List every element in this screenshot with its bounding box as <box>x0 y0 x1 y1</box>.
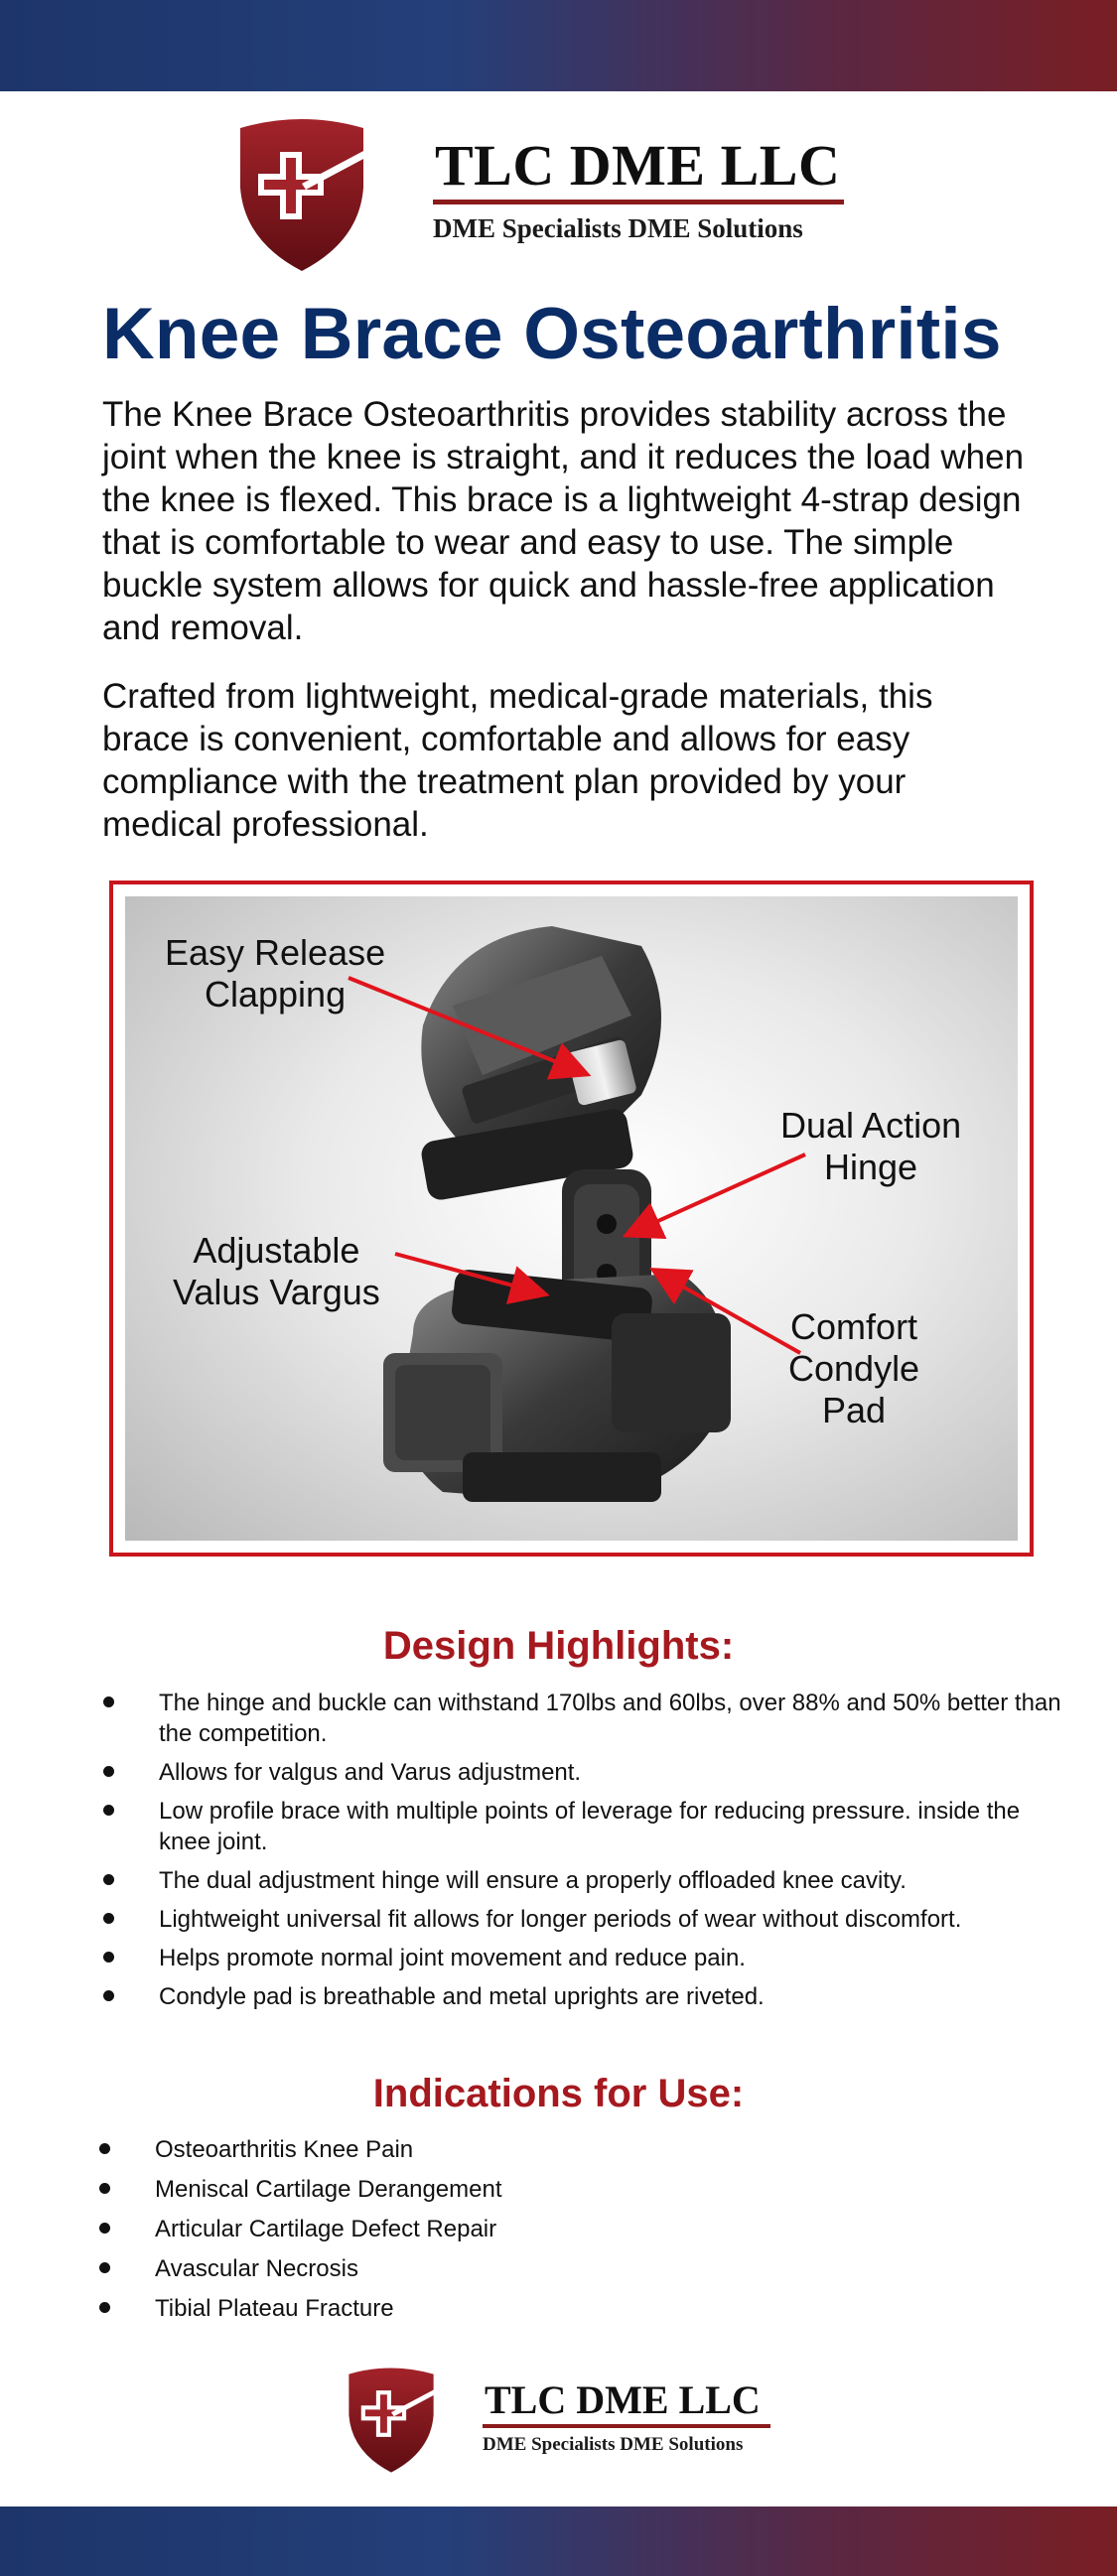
bullet-icon <box>99 2262 110 2273</box>
callout-comfort-condyle-pad: Comfort Condyle Pad <box>788 1306 920 1430</box>
list-item: Meniscal Cartilage Derangement <box>155 2174 949 2205</box>
list-item: Tibial Plateau Fracture <box>155 2293 949 2324</box>
shield-cross-icon <box>236 114 367 273</box>
footer-logo <box>346 2365 802 2479</box>
bullet-icon <box>103 1990 114 2001</box>
list-item: The dual adjustment hinge will ensure a properly offloaded knee cavity. <box>159 1865 1072 1896</box>
list-item: Helps promote normal joint movement and reduce pain. <box>159 1943 1072 1973</box>
brand-tagline: DME Specialists DME Solutions <box>483 2434 744 2455</box>
bullet-icon <box>103 1952 114 1963</box>
list-item: Avascular Necrosis <box>155 2253 949 2284</box>
bullet-icon <box>99 2143 110 2154</box>
callout-dual-action-hinge: Dual Action Hinge <box>780 1105 962 1187</box>
intro-paragraph-2: Crafted from lightweight, medical-grade materials, this brace is convenient, comfortable and allows for easy compliance with the treatment plan provided by your medical professional. <box>102 677 933 844</box>
list-item: The hinge and buckle can withstand 170lbs and 60lbs, over 88% and 50% better than the competition. <box>159 1688 1072 1749</box>
header-logo <box>236 114 872 283</box>
top-color-band <box>0 0 1117 91</box>
bullet-icon <box>103 1874 114 1885</box>
indications-list <box>155 2134 949 2333</box>
bottom-color-band <box>0 2507 1117 2576</box>
page-title: Knee Brace Osteoarthritis <box>102 294 1002 374</box>
bullet-icon <box>99 2183 110 2194</box>
list-item: Allows for valgus and Varus adjustment. <box>159 1757 1072 1788</box>
design-highlights-list <box>159 1688 1072 2020</box>
bullet-icon <box>103 1696 114 1707</box>
product-image <box>125 896 1018 1541</box>
list-item: Low profile brace with multiple points of leverage for reducing pressure. inside the knee joint. <box>159 1796 1072 1857</box>
brand-name: TLC DME LLC <box>485 2377 761 2422</box>
bullet-icon <box>103 1766 114 1777</box>
bullet-icon <box>99 2223 110 2234</box>
list-item: Articular Cartilage Defect Repair <box>155 2214 949 2244</box>
shield-cross-icon <box>346 2365 437 2474</box>
bullet-icon <box>99 2302 110 2313</box>
brand-tagline: DME Specialists DME Solutions <box>433 213 803 243</box>
brand-underline <box>483 2424 770 2428</box>
bullet-icon <box>103 1805 114 1816</box>
brand-name: TLC DME LLC <box>435 133 841 198</box>
design-highlights-heading: Design Highlights: <box>382 1624 735 1668</box>
bullet-icon <box>103 1913 114 1924</box>
callout-easy-release: Easy Release Clapping <box>165 932 386 1015</box>
intro-paragraph-1: The Knee Brace Osteoarthritis provides stability across the joint when the knee is straight, and it reduces the load when the knee is flexed. This brace is a lightweight 4-strap design that is comfortable to wear and easy to use. The simple buckle system allows for quick and hassle-free application and removal. <box>102 395 1025 647</box>
brand-underline <box>433 200 844 204</box>
product-figure <box>109 881 1034 1557</box>
indications-heading: Indications for Use: <box>372 2072 745 2115</box>
list-item: Lightweight universal fit allows for longer periods of wear without discomfort. <box>159 1904 1072 1935</box>
callout-adjustable-valus: Adjustable Valus Vargus <box>173 1230 380 1312</box>
list-item: Condyle pad is breathable and metal uprights are riveted. <box>159 1981 1072 2012</box>
list-item: Osteoarthritis Knee Pain <box>155 2134 949 2165</box>
